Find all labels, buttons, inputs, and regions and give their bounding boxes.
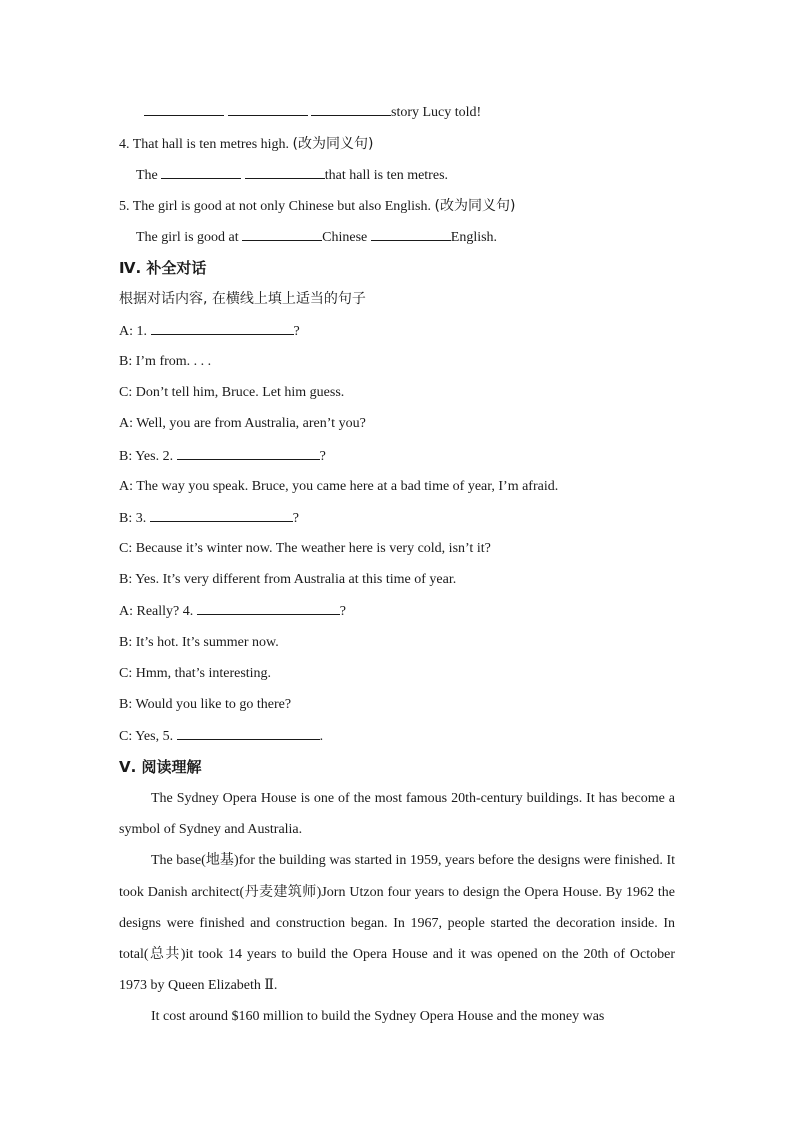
line-suffix: ? [293, 324, 300, 339]
dialogue-line: B: I’m from. . . . [119, 354, 212, 369]
answer-blank[interactable] [177, 726, 320, 740]
line-suffix: ? [292, 511, 299, 526]
line-suffix: ? [319, 449, 326, 464]
answer-blank[interactable] [144, 102, 224, 116]
dialogue-line [119, 321, 679, 342]
answer-blank[interactable] [161, 165, 241, 179]
q5-prompt [119, 196, 679, 217]
q5-note: (改为同义句) [434, 198, 516, 214]
line-suffix: . [319, 729, 324, 744]
dialogue-line [119, 601, 679, 622]
passage-paragraph: The base(地基)for the building was started in 1959, years before the designs were finished. It took Danish architect(丹麦建筑师)Jorn Utzon four years to design the Opera House. By 1962 the designs were finished and construction began. In 1967, people started the decoration inside. In total(总共)it took 14 years to build the Opera House and it was opened on the 20th of October 1973 by Queen Elizabeth Ⅱ. [119, 853, 675, 994]
answer-blank[interactable] [151, 321, 294, 335]
dialogue-line: C: Because it’s winter now. The weather here is very cold, isn’t it? [119, 541, 491, 556]
passage-paragraph: It cost around $160 million to build the Sydney Opera House and the money was [151, 1009, 605, 1025]
line-prefix: C: Yes, 5. [119, 729, 174, 744]
answer-blank[interactable] [311, 102, 391, 116]
q4-end-text: that hall is ten metres. [324, 168, 449, 183]
section-instruction: 根据对话内容, 在横线上填上适当的句子 [119, 291, 366, 307]
dialogue-line [119, 726, 679, 747]
dialogue-line: A: Well, you are from Australia, aren’t you? [119, 416, 366, 431]
q5-start-text: The girl is good at [136, 230, 239, 245]
line-prefix: A: Really? 4. [119, 604, 194, 619]
dialogue-line: B: Would you like to go there? [119, 697, 292, 712]
section-heading: Ⅴ. 阅读理解 [119, 758, 202, 776]
q3-answer-line [144, 102, 704, 123]
q4-answer-line [136, 165, 696, 186]
q5-answer-line [136, 227, 696, 248]
section-heading: Ⅳ. 补全对话 [119, 259, 207, 277]
q4-prompt [119, 134, 679, 155]
dialogue-line: C: Hmm, that’s interesting. [119, 666, 272, 681]
q4-prompt-text: 4. That hall is ten metres high. [119, 137, 290, 152]
dialogue-line [119, 508, 679, 529]
dialogue-line: A: The way you speak. Bruce, you came here at a bad time of year, I’m afraid. [119, 479, 559, 494]
line-prefix: B: Yes. 2. [119, 449, 174, 464]
answer-blank[interactable] [371, 227, 451, 241]
q5-end-text: English. [450, 230, 498, 245]
line-prefix: A: 1. [119, 324, 147, 339]
dialogue-line [119, 446, 679, 467]
dialogue-line: B: Yes. It’s very different from Australia at this time of year. [119, 572, 457, 587]
answer-blank[interactable] [245, 165, 325, 179]
q3-tail-text: story Lucy told! [391, 105, 482, 120]
answer-blank[interactable] [228, 102, 308, 116]
q4-start-text: The [136, 168, 158, 183]
q5-mid-text: Chinese [322, 230, 368, 245]
line-prefix: B: 3. [119, 511, 147, 526]
answer-blank[interactable] [242, 227, 322, 241]
line-suffix: ? [339, 604, 346, 619]
answer-blank[interactable] [197, 601, 340, 615]
q4-note: (改为同义句) [292, 136, 374, 152]
dialogue-line: C: Don’t tell him, Bruce. Let him guess. [119, 385, 345, 400]
passage-paragraph: The Sydney Opera House is one of the most famous 20th-century buildings. It has become a symbol of Sydney and Australia. [119, 791, 675, 838]
q5-prompt-text: 5. The girl is good at not only Chinese but also English. [119, 199, 431, 214]
reading-passage [119, 783, 675, 1033]
answer-blank[interactable] [177, 446, 320, 460]
dialogue-line: B: It’s hot. It’s summer now. [119, 635, 279, 650]
answer-blank[interactable] [150, 508, 293, 522]
